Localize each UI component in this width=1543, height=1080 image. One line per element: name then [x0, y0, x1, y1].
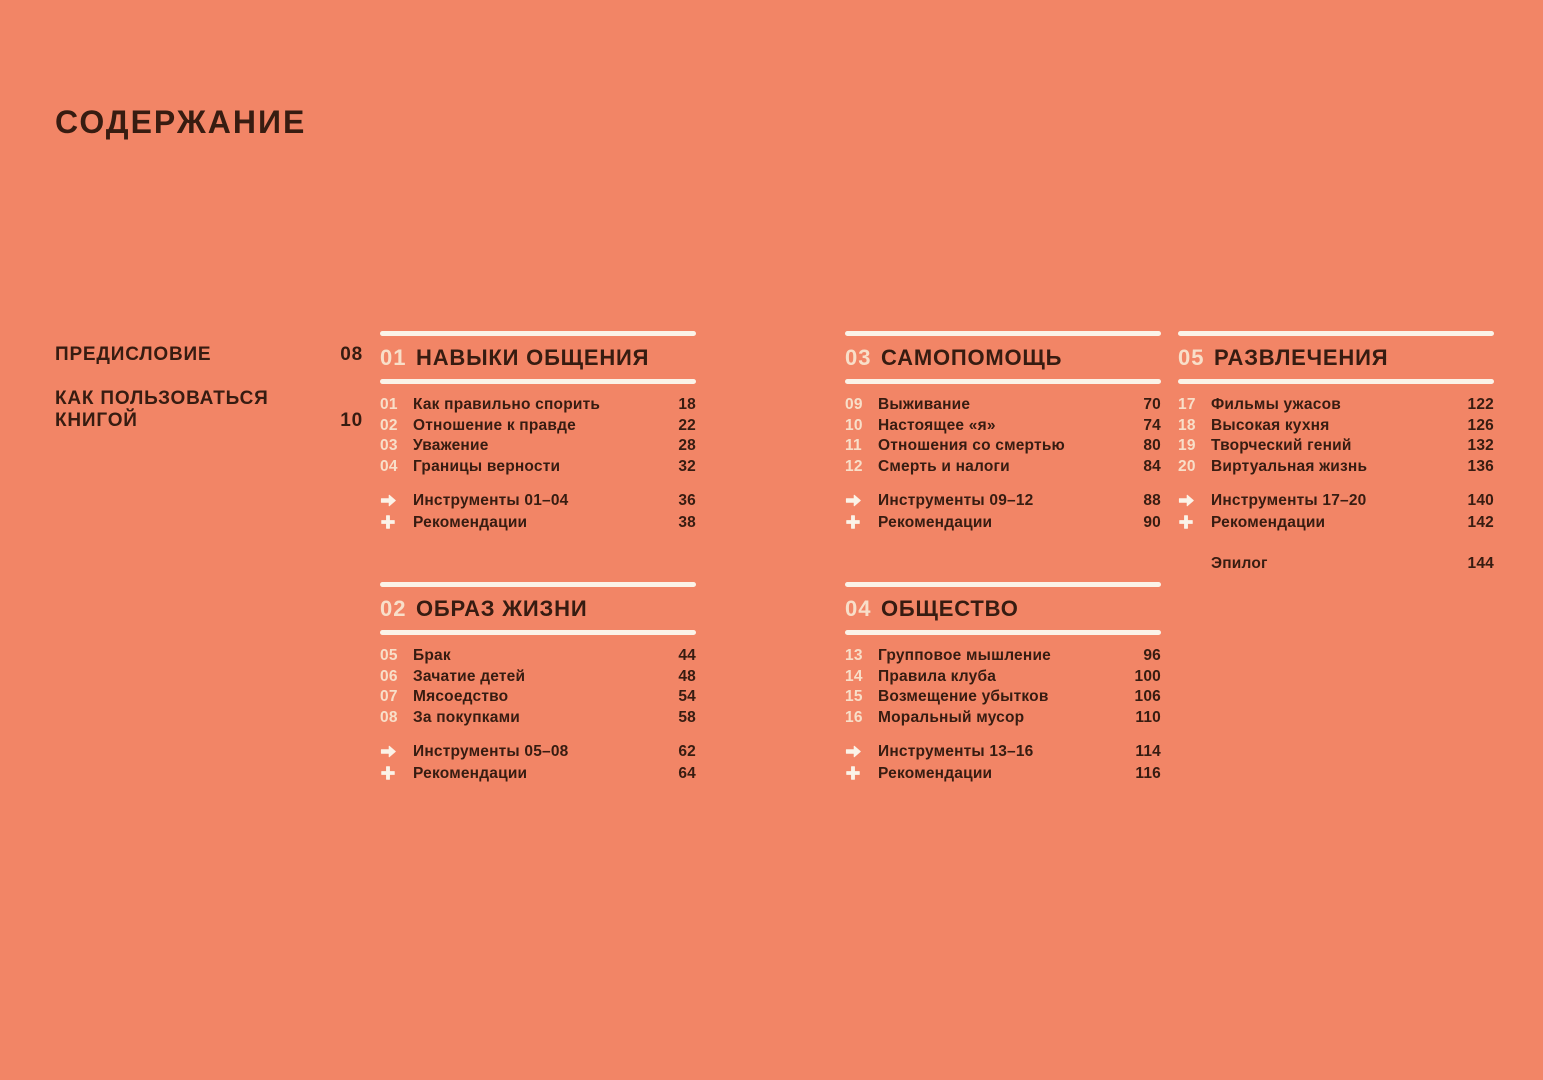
plus-icon	[845, 514, 878, 530]
item-number: 08	[380, 708, 398, 726]
item-number: 03	[380, 437, 398, 454]
tool-label: Инструменты 09–12	[878, 492, 1034, 509]
item-number: 02	[380, 416, 398, 434]
tool-label: Инструменты 01–04	[413, 492, 569, 509]
toc-section-02	[380, 582, 696, 784]
arrow-right-icon	[845, 492, 878, 509]
item-label: Моральный мусор	[878, 708, 1025, 726]
toc-item	[845, 646, 1161, 667]
front-matter-page: 10	[340, 410, 363, 431]
section-tools	[380, 741, 696, 784]
section-number: 03	[845, 345, 872, 370]
item-number: 13	[845, 647, 863, 664]
tools-row	[845, 490, 1161, 512]
item-page: 106	[1134, 688, 1161, 705]
item-number: 06	[380, 667, 398, 685]
item-number: 05	[380, 647, 398, 664]
item-number: 07	[380, 688, 398, 705]
epilogue-row	[1178, 554, 1494, 575]
section-items	[845, 384, 1161, 477]
item-page: 74	[1143, 416, 1161, 434]
item-number: 20	[1178, 457, 1196, 475]
item-label: Высокая кухня	[1211, 416, 1330, 434]
tool-page: 36	[678, 492, 696, 509]
toc-item	[1178, 416, 1494, 437]
item-number: 19	[1178, 437, 1196, 454]
item-label: Брак	[413, 647, 451, 664]
section-tools	[1178, 490, 1494, 533]
item-label: Отношение к правде	[413, 416, 576, 434]
item-page: 18	[678, 396, 696, 413]
item-page: 70	[1143, 396, 1161, 413]
toc-item	[380, 395, 696, 416]
section-header	[380, 336, 696, 379]
section-title: НАВЫКИ ОБЩЕНИЯ	[416, 345, 650, 370]
item-label: Фильмы ужасов	[1211, 396, 1341, 413]
toc-column-2	[845, 331, 1161, 784]
toc-item	[380, 416, 696, 437]
recommendations-row	[380, 763, 696, 785]
item-page: 100	[1134, 667, 1161, 685]
item-page: 32	[678, 457, 696, 475]
tools-row	[380, 490, 696, 512]
tool-label: Рекомендации	[413, 513, 528, 531]
arrow-right-icon	[380, 743, 413, 760]
toc-item	[1178, 457, 1494, 478]
toc-section-04	[845, 582, 1161, 784]
item-page: 54	[678, 688, 696, 705]
front-matter	[55, 344, 363, 432]
front-matter-label: ПРЕДИСЛОВИЕ	[55, 344, 212, 365]
item-page: 132	[1467, 437, 1494, 454]
item-page: 136	[1467, 457, 1494, 475]
item-page: 110	[1135, 708, 1161, 726]
section-title: ОБЩЕСТВО	[881, 596, 1019, 621]
toc-item	[845, 687, 1161, 708]
tool-page: 88	[1143, 492, 1161, 509]
front-matter-row	[55, 388, 363, 432]
section-tools	[380, 490, 696, 533]
arrow-right-icon	[845, 743, 878, 760]
section-title: ОБРАЗ ЖИЗНИ	[416, 596, 588, 621]
item-number: 15	[845, 688, 863, 705]
section-number: 02	[380, 596, 407, 621]
item-page: 44	[678, 647, 696, 664]
tool-label: Инструменты 05–08	[413, 743, 569, 760]
toc-item	[845, 436, 1161, 457]
item-number: 17	[1178, 396, 1196, 413]
section-items	[1178, 384, 1494, 477]
plus-icon	[1178, 514, 1211, 530]
recommendations-row	[845, 512, 1161, 534]
item-page: 22	[678, 416, 696, 434]
item-page: 48	[678, 667, 696, 685]
arrow-right-icon	[380, 492, 413, 509]
tools-row	[845, 741, 1161, 763]
section-items	[380, 384, 696, 477]
epilogue-label: Эпилог	[1211, 555, 1268, 572]
item-number: 16	[845, 708, 863, 726]
plus-icon	[380, 514, 413, 530]
section-number: 01	[380, 345, 407, 370]
tool-label: Инструменты 13–16	[878, 743, 1034, 760]
recommendations-row	[845, 763, 1161, 785]
tool-page: 116	[1135, 764, 1161, 782]
item-page: 126	[1467, 416, 1494, 434]
toc-item	[845, 395, 1161, 416]
section-tools	[845, 490, 1161, 533]
toc-item	[380, 436, 696, 457]
toc-item	[1178, 395, 1494, 416]
section-number: 04	[845, 596, 872, 621]
toc-item	[380, 646, 696, 667]
toc-item	[1178, 436, 1494, 457]
item-number: 10	[845, 416, 863, 434]
item-page: 58	[678, 708, 696, 726]
section-number: 05	[1178, 345, 1205, 370]
item-label: Границы верности	[413, 457, 561, 475]
toc-item	[845, 708, 1161, 729]
toc-item	[845, 457, 1161, 478]
item-page: 84	[1143, 457, 1161, 475]
toc-section-05	[1178, 331, 1494, 575]
tool-page: 38	[678, 513, 696, 531]
tool-page: 90	[1143, 513, 1161, 531]
tool-label: Рекомендации	[413, 764, 528, 782]
section-items	[845, 635, 1161, 728]
item-label: Правила клуба	[878, 667, 997, 685]
item-number: 18	[1178, 416, 1196, 434]
toc-item	[845, 667, 1161, 688]
item-number: 09	[845, 396, 863, 413]
page-title: СОДЕРЖАНИЕ	[55, 104, 307, 140]
toc-item	[380, 708, 696, 729]
recommendations-row	[380, 512, 696, 534]
item-label: Возмещение убытков	[878, 688, 1049, 705]
tool-page: 140	[1467, 492, 1494, 509]
tools-row	[1178, 490, 1494, 512]
item-label: Мясоедство	[413, 688, 509, 705]
toc-item	[380, 457, 696, 478]
tool-label: Рекомендации	[878, 513, 993, 531]
toc-column-1	[380, 331, 696, 784]
tool-label: Рекомендации	[1211, 513, 1326, 531]
front-matter-page: 08	[340, 344, 363, 365]
item-label: Отношения со смертью	[878, 437, 1065, 454]
item-label: Выживание	[878, 396, 971, 413]
section-items	[380, 635, 696, 728]
section-tools	[845, 741, 1161, 784]
toc-item	[380, 667, 696, 688]
item-label: Групповое мышление	[878, 647, 1051, 664]
item-label: Как правильно спорить	[413, 396, 601, 413]
tool-label: Инструменты 17–20	[1211, 492, 1367, 509]
toc-item	[845, 416, 1161, 437]
plus-icon	[380, 765, 413, 781]
tools-row	[380, 741, 696, 763]
section-title: РАЗВЛЕЧЕНИЯ	[1214, 345, 1389, 370]
tool-page: 64	[678, 764, 696, 782]
section-header	[845, 587, 1161, 630]
item-number: 04	[380, 457, 398, 475]
tool-page: 62	[678, 743, 696, 760]
section-header	[380, 587, 696, 630]
toc-section-03	[845, 331, 1161, 533]
plus-icon	[845, 765, 878, 781]
item-label: Уважение	[413, 437, 489, 454]
item-page: 122	[1467, 396, 1494, 413]
front-matter-label: КАК ПОЛЬЗОВАТЬСЯ КНИГОЙ	[55, 388, 269, 431]
toc-section-01	[380, 331, 696, 533]
toc-item	[380, 687, 696, 708]
item-number: 14	[845, 667, 863, 685]
item-label: Зачатие детей	[413, 667, 526, 685]
section-header	[845, 336, 1161, 379]
arrow-right-icon	[1178, 492, 1211, 509]
toc-column-3	[1178, 331, 1494, 575]
epilogue-page: 144	[1467, 555, 1494, 572]
item-number: 11	[845, 437, 862, 454]
item-page: 28	[678, 437, 696, 454]
item-label: Творческий гений	[1211, 437, 1352, 454]
item-number: 01	[380, 396, 398, 413]
tool-label: Рекомендации	[878, 764, 993, 782]
item-label: За покупками	[413, 708, 520, 726]
tool-page: 142	[1467, 513, 1494, 531]
section-header	[1178, 336, 1494, 379]
item-label: Виртуальная жизнь	[1211, 457, 1368, 475]
item-number: 12	[845, 457, 863, 475]
item-page: 80	[1143, 437, 1161, 454]
item-label: Настоящее «я»	[878, 416, 996, 434]
section-title: САМОПОМОЩЬ	[881, 345, 1063, 370]
front-matter-row	[55, 344, 363, 366]
item-page: 96	[1143, 647, 1161, 664]
recommendations-row	[1178, 512, 1494, 534]
item-label: Смерть и налоги	[878, 457, 1010, 475]
tool-page: 114	[1135, 743, 1161, 760]
